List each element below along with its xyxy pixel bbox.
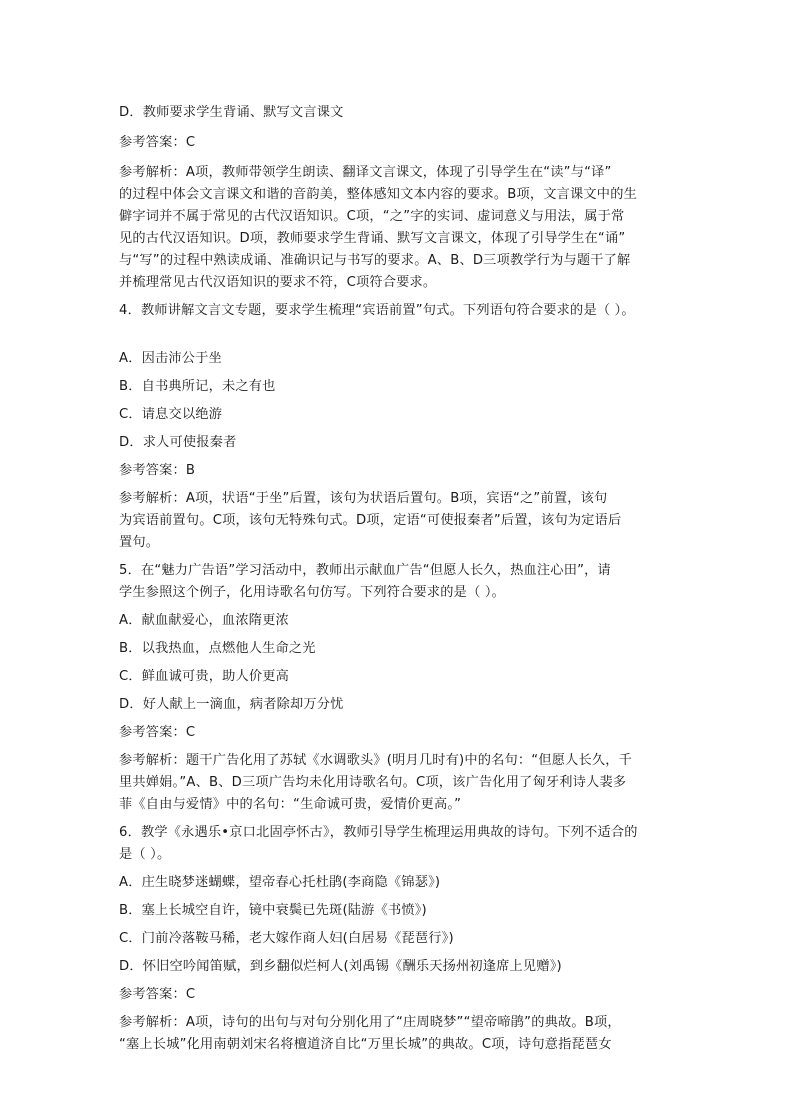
analysis-line: 参考解析：A项，状语“于坐”后置，该句为状语后置句。B项，宾语“之”前置，该句 [119, 491, 608, 506]
q6-option-a: A．庄生晓梦迷蝴蝶，望帝春心托杜鹃(李商隐《锦瑟》) [119, 875, 441, 890]
document-page [119, 96, 679, 1056]
analysis-line: 参考解析：A项，诗句的出句与对句分别化用了“庄周晓梦”“望帝啼鹃”的典故。B项， [119, 1015, 621, 1030]
q4-answer: 参考答案：B [119, 463, 196, 478]
question-line: 是（ ）。 [119, 847, 171, 862]
q4-option-d: D．求人可使报秦者 [119, 435, 237, 450]
q4-option-a: A．因击沛公于坐 [119, 351, 222, 366]
q5-option-a: A．献血献爱心，血浓隋更浓 [119, 613, 289, 628]
q5-option-c: C．鲜血诚可贵，助人价更高 [119, 669, 290, 684]
q3-analysis [119, 162, 679, 294]
q6-option-b: B．塞上长城空自许，镜中衰鬓已先斑(陆游《书愤》) [119, 903, 427, 918]
analysis-line: 参考解析：题干广告化用了苏轼《水调歌头》(明月几时有)中的名句：“但愿人长久，千 [119, 753, 633, 768]
q3-answer: 参考答案：C [119, 135, 196, 150]
q6-option-c: C．门前冷落鞍马稀，老大嫁作商人妇(白居易《琵琶行》) [119, 931, 454, 946]
q6-option-d: D．怀旧空吟闻笛赋，到乡翻似烂柯人(刘禹锡《酬乐天扬州初逢席上见赠》) [119, 959, 562, 974]
analysis-line: 参考解析：A项，教师带领学生朗读、翻译文言课文，体现了引导学生在“读”与“译” [119, 165, 612, 180]
q6-analysis [119, 1012, 679, 1056]
q5-option-b: B．以我热血，点燃他人生命之光 [119, 641, 316, 656]
q6-answer: 参考答案：C [119, 987, 196, 1002]
analysis-line: 僻字词并不属于常见的古代汉语知识。C项，“之”字的实词、虚词意义与用法，属于常 [119, 209, 625, 224]
q5-option-d: D．好人献上一滴血，病者除却万分忧 [119, 697, 344, 712]
analysis-line: 菲《自由与爱情》中的名句：“生命诚可贵，爱情价更高。” [119, 797, 462, 812]
analysis-line: 为宾语前置句。C项，该句无特殊句式。D项，定语“可使报秦者”后置，该句为定语后 [119, 513, 622, 528]
analysis-line: 置句。 [119, 535, 160, 550]
q4-option-b: B．自书典所记，未之有也 [119, 379, 276, 394]
q3-option-d: D．教师要求学生背诵、默写文言课文 [119, 105, 344, 120]
analysis-line: 里共婵娟。”A、B、D三项广告均未化用诗歌名句。C项，该广告化用了匈牙利诗人裴多 [119, 775, 627, 790]
question-line: 5．在“魅力广告语”学习活动中，教师出示献血广告“但愿人长久，热血注心田”，请 [119, 563, 611, 578]
q6-question [119, 822, 679, 866]
q5-analysis [119, 750, 679, 816]
question-line: 学生参照这个例子，化用诗歌名句仿写。下列符合要求的是（ ）。 [119, 585, 506, 600]
question-line: 6．教学《永遇乐•京口北固亭怀古》，教师引导学生梳理运用典故的诗句。下列不适合的 [119, 825, 638, 840]
q4-analysis [119, 488, 679, 554]
q5-answer: 参考答案：C [119, 725, 196, 740]
analysis-line: 并梳理常见古代汉语知识的要求不符，C项符合要求。 [119, 275, 437, 290]
analysis-line: 见的古代汉语知识。D项，教师要求学生背诵、默写文言课文，体现了引导学生在“诵” [119, 231, 626, 246]
q5-question [119, 560, 679, 604]
q4-question: 4．教师讲解文言文专题，要求学生梳理“宾语前置”句式。下列语句符合要求的是（ ）。 [119, 303, 635, 318]
analysis-line: 与“写”的过程中熟读成诵、准确识记与书写的要求。A、B、D三项教学行为与题干了解 [119, 253, 631, 268]
analysis-line: “塞上长城”化用南朝刘宋名将檀道济自比“万里长城”的典故。C项，诗句意指琵琶女 [119, 1037, 612, 1052]
q4-option-c: C．请息交以绝游 [119, 407, 223, 422]
analysis-line: 的过程中体会文言课文和谐的音韵美，整体感知文本内容的要求。B项，文言课文中的生 [119, 187, 637, 202]
